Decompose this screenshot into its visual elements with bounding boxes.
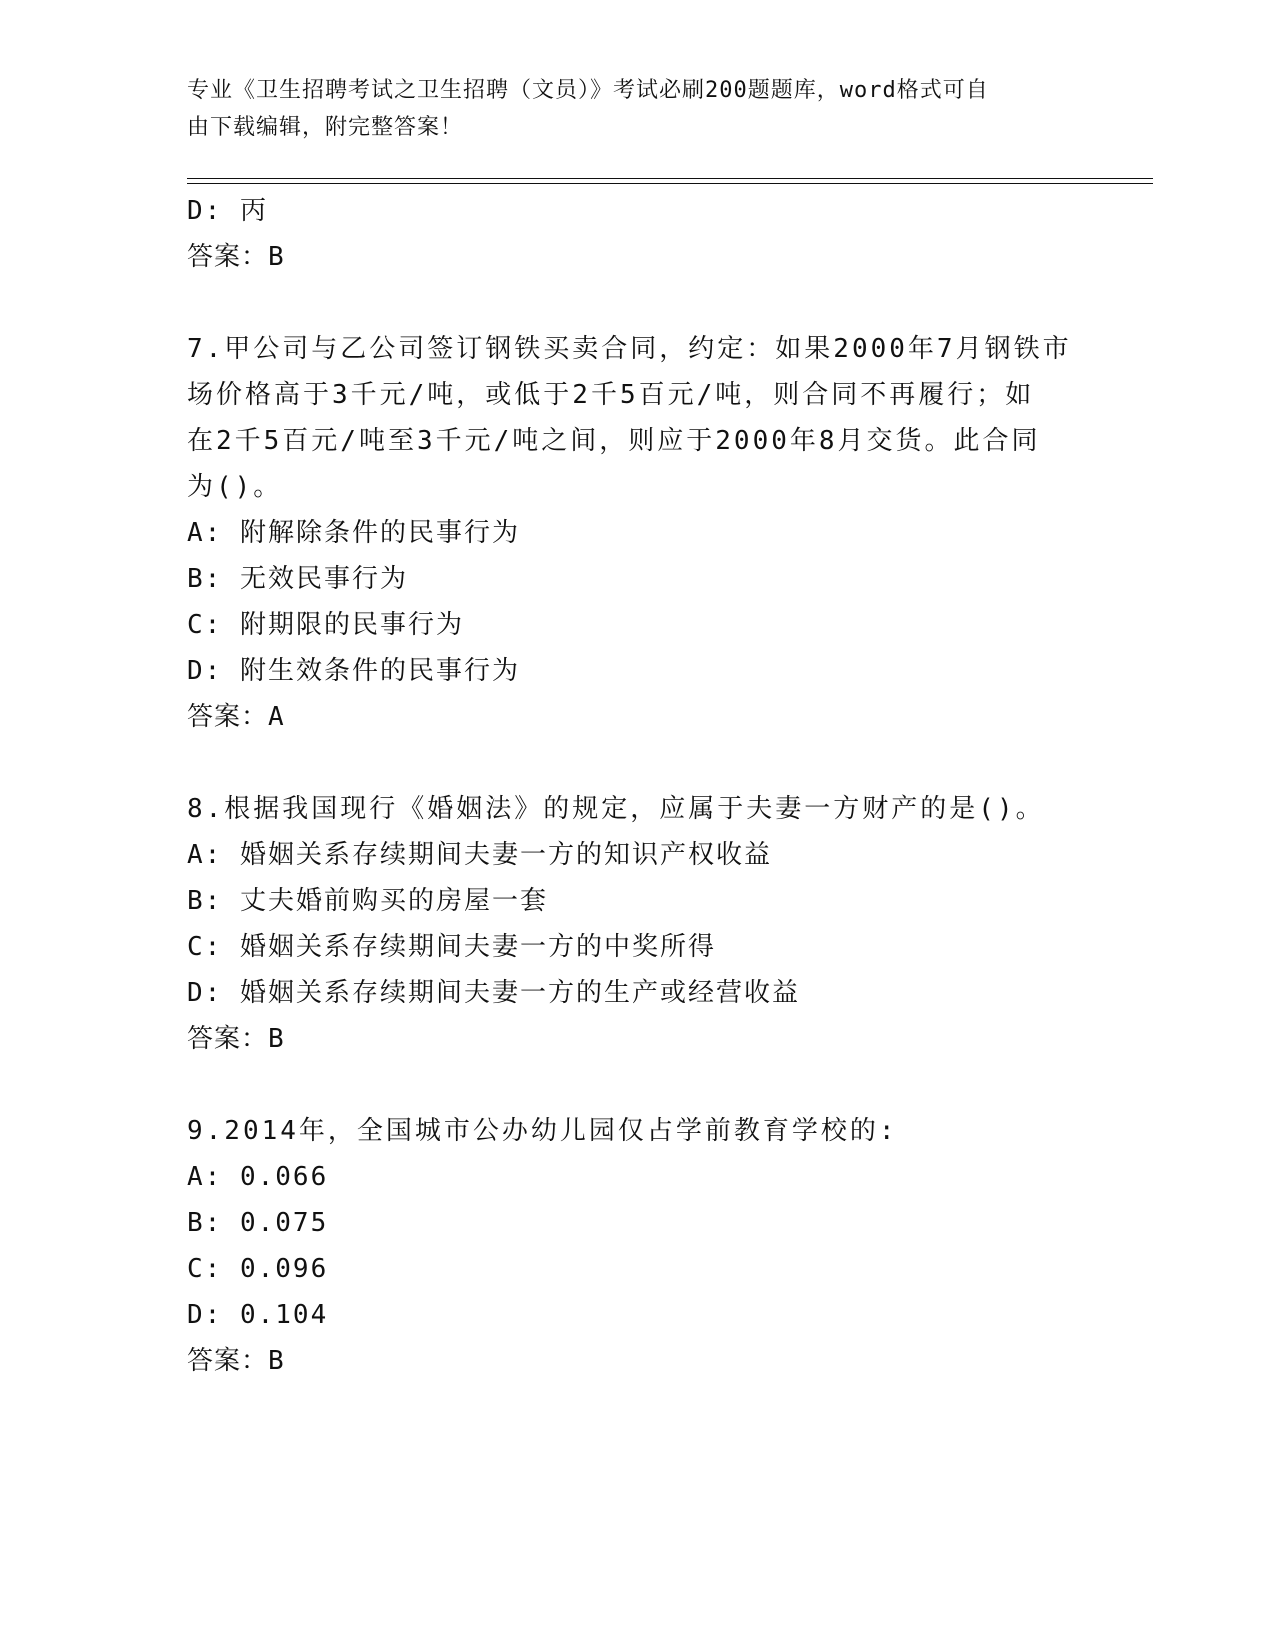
question-7-stem-line-4: 为()。 (187, 472, 283, 502)
question-7-option-c: C: 附期限的民事行为 (187, 610, 464, 640)
question-9-option-c: C: 0.096 (187, 1254, 329, 1284)
question-9 (187, 1108, 1087, 1384)
question-9-stem-line-1: 9.2014年，全国城市公办幼儿园仅占学前教育学校的: (187, 1116, 898, 1146)
header-line-2: 由下载编辑，附完整答案！ (187, 115, 464, 140)
spacer (187, 1062, 1087, 1108)
question-9-option-a: A: 0.066 (187, 1162, 329, 1192)
question-9-answer: 答案：B (187, 1346, 285, 1376)
spacer (187, 740, 1087, 786)
question-8 (187, 786, 1087, 1062)
question-7-stem-line-3: 在2千5百元/吨至3千元/吨之间，则应于2000年8月交货。此合同 (187, 426, 1041, 456)
question-7-stem-line-2: 场价格高于3千元/吨，或低于2千5百元/吨，则合同不再履行；如 (187, 380, 1035, 410)
prev-answer: 答案：B (187, 242, 285, 272)
question-9-option-d: D: 0.104 (187, 1300, 329, 1330)
question-7-option-b: B: 无效民事行为 (187, 564, 408, 594)
header-divider-bottom (187, 183, 1153, 184)
question-list (187, 188, 1087, 1384)
question-7-stem-line-1: 7.甲公司与乙公司签订钢铁买卖合同，约定：如果2000年7月钢铁市 (187, 334, 1072, 364)
header-line-1: 专业《卫生招聘考试之卫生招聘（文员）》考试必刷200题题库，word格式可自 (187, 78, 989, 103)
question-8-option-b: B: 丈夫婚前购买的房屋一套 (187, 886, 548, 916)
question-7 (187, 326, 1087, 740)
question-8-option-c: C: 婚姻关系存续期间夫妻一方的中奖所得 (187, 932, 716, 962)
document-header (187, 72, 1067, 146)
question-7-answer: 答案：A (187, 702, 285, 732)
question-9-option-b: B: 0.075 (187, 1208, 329, 1238)
question-8-option-a: A: 婚姻关系存续期间夫妻一方的知识产权收益 (187, 840, 772, 870)
prev-option-d: D: 丙 (187, 196, 268, 226)
question-8-answer: 答案：B (187, 1024, 285, 1054)
question-7-option-d: D: 附生效条件的民事行为 (187, 656, 520, 686)
header-divider-top (187, 178, 1153, 179)
question-8-option-d: D: 婚姻关系存续期间夫妻一方的生产或经营收益 (187, 978, 800, 1008)
question-7-option-a: A: 附解除条件的民事行为 (187, 518, 520, 548)
question-8-stem-line-1: 8.根据我国现行《婚姻法》的规定，应属于夫妻一方财产的是()。 (187, 794, 1045, 824)
spacer (187, 280, 1087, 326)
